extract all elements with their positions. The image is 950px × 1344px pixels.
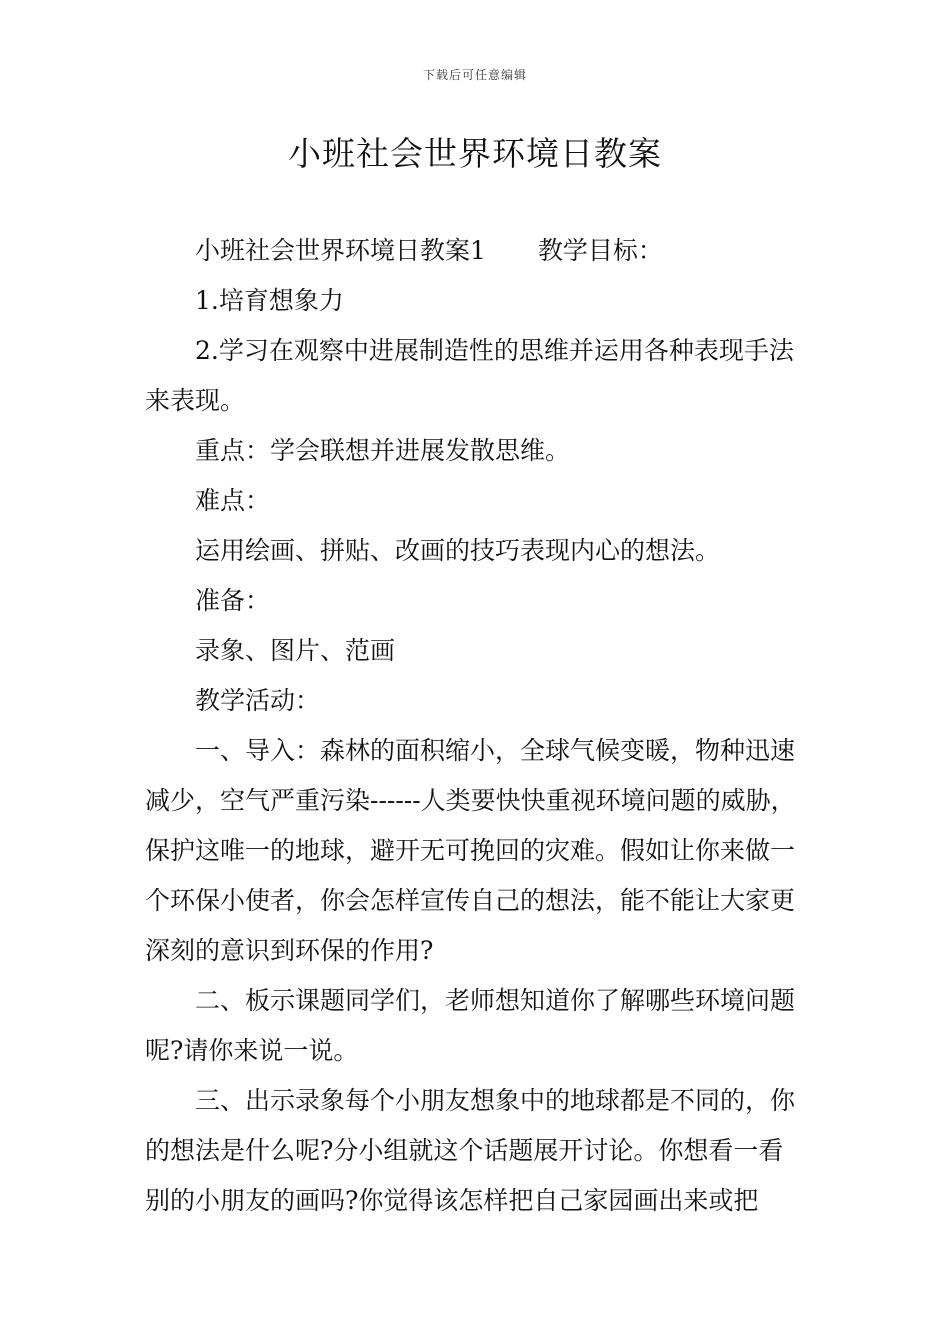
intro-title: 小班社会世界环境日教案1 — [195, 236, 486, 265]
paragraph-preparation: 录象、图片、范画 — [195, 636, 396, 665]
paragraph-activities-label: 教学活动： — [195, 686, 321, 715]
document-body — [145, 226, 807, 1226]
paragraph-difficulty: 运用绘画、拼贴、改画的技巧表现内心的想法。 — [195, 536, 721, 565]
intro-paragraph — [145, 226, 807, 276]
paragraph-key-point: 重点：学会联想并进展发散思维。 — [195, 436, 571, 465]
paragraph-step-2: 二、板示课题同学们，老师想知道你了解哪些环境问题呢?请你来说一说。 — [145, 986, 796, 1065]
paragraph-step-1: 一、导入：森林的面积缩小，全球气候变暖，物种迅速减少，空气严重污染------人类要快快重视环境问题的威胁，保护这唯一的地球，避开无可挽回的灾难。假如让你来做一个环保小使者，你会怎样宣传自己的想法，能不能让大家更深刻的意识到环保的作用? — [145, 736, 796, 965]
paragraph-goal-1: 1.培育想象力 — [195, 286, 344, 315]
paragraph-difficulty-label: 难点： — [195, 486, 271, 515]
intro-label: 教学目标： — [537, 236, 663, 265]
paragraph-preparation-label: 准备： — [195, 586, 271, 615]
paragraph-goal-2: 2.学习在观察中进展制造性的思维并运用各种表现手法来表现。 — [145, 336, 794, 415]
header-note: 下载后可任意编辑 — [422, 68, 527, 82]
paragraph-step-3: 三、出示录象每个小朋友想象中的地球都是不同的，你的想法是什么呢?分小组就这个话题展开讨论。你想看一看别的小朋友的画吗?你觉得该怎样把自己家园画出来或把 — [145, 1086, 796, 1215]
document-title: 小班社会世界环境日教案 — [288, 134, 662, 173]
